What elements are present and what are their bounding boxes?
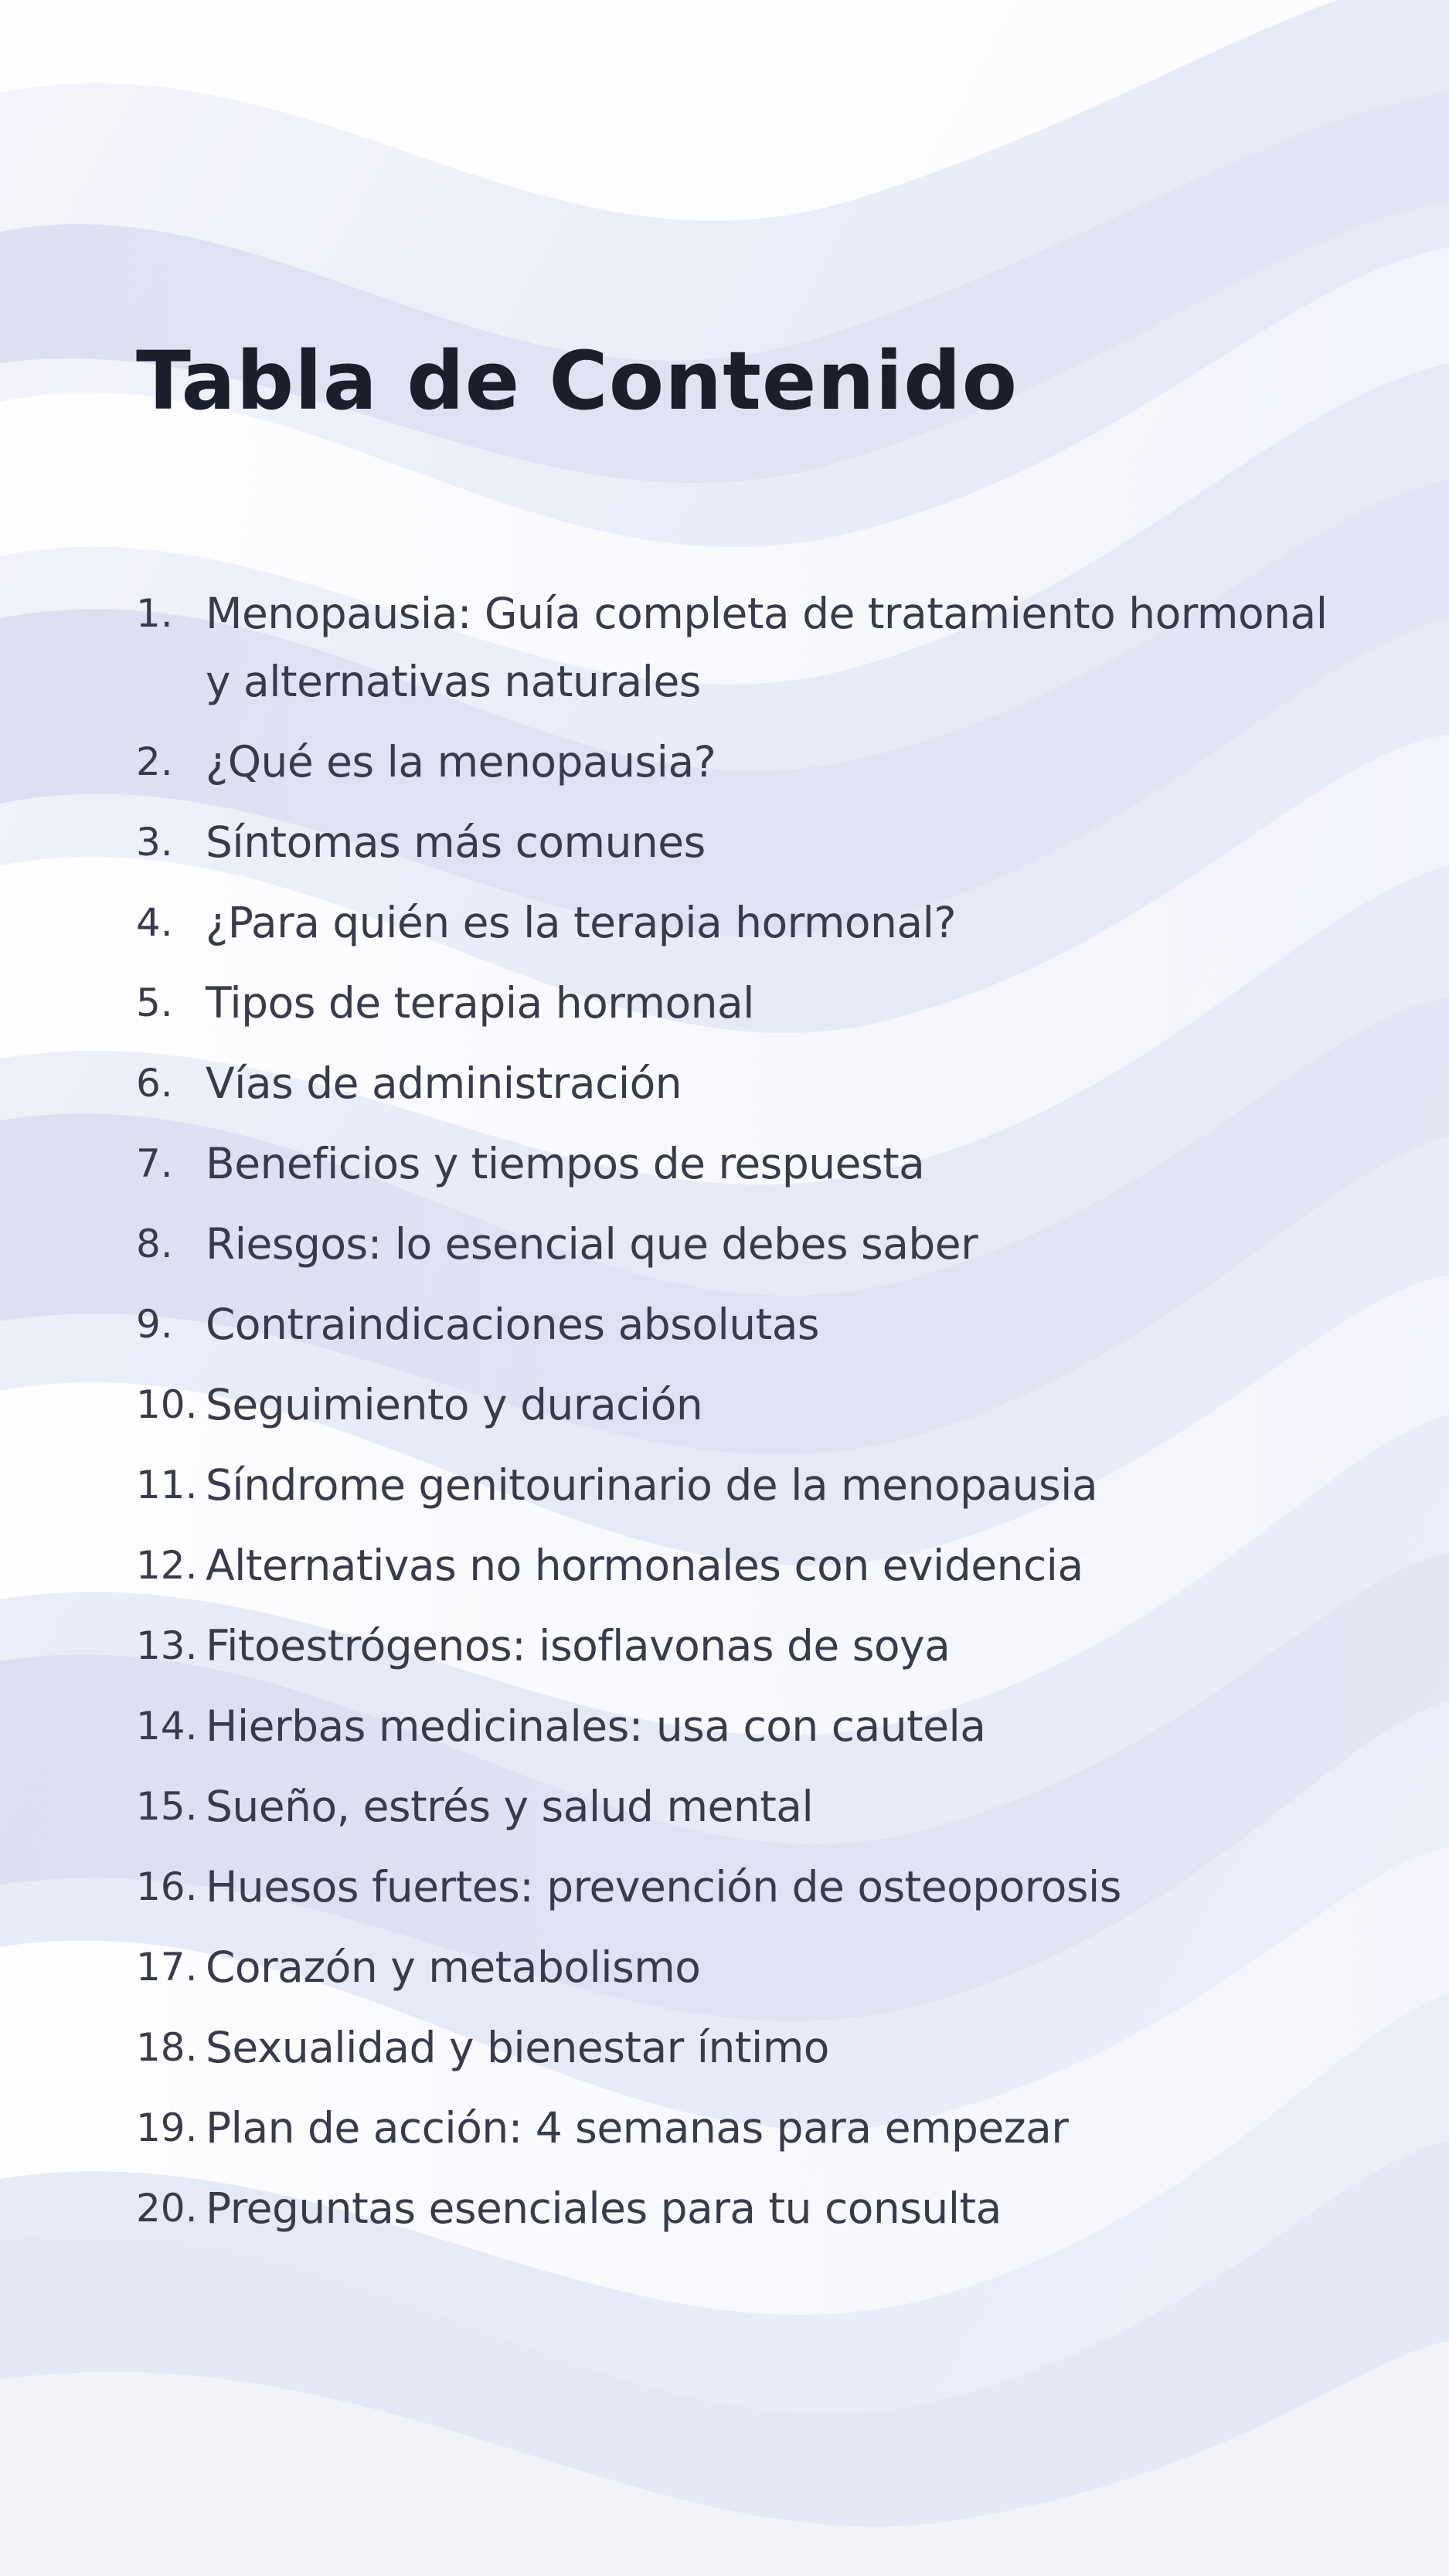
toc-item bbox=[136, 2014, 1342, 2094]
toc-item-number: 1. bbox=[136, 591, 173, 636]
toc-item-number: 9. bbox=[136, 1302, 173, 1347]
toc-item-number: 11. bbox=[136, 1463, 198, 1507]
toc-item-title: Tipos de terapia hormonal bbox=[206, 978, 754, 1028]
toc-item-number: 16. bbox=[136, 1864, 198, 1909]
toc-item-number: 8. bbox=[136, 1222, 173, 1266]
toc-item-number: 3. bbox=[136, 820, 173, 865]
toc-item-title: Síntomas más comunes bbox=[206, 817, 706, 867]
toc-item-title: Contraindicaciones absolutas bbox=[206, 1300, 820, 1349]
toc-item-title: Hierbas medicinales: usa con cautela bbox=[206, 1701, 986, 1751]
toc-item-number: 13. bbox=[136, 1623, 198, 1668]
toc-item-title: ¿Qué es la menopausia? bbox=[206, 737, 716, 787]
toc-item-title: Sueño, estrés y salud mental bbox=[206, 1782, 814, 1831]
toc-item-title: Huesos fuertes: prevención de osteoporosis bbox=[206, 1862, 1121, 1912]
toc-item-title: Beneficios y tiempos de respuesta bbox=[206, 1139, 925, 1188]
toc-item bbox=[136, 728, 1342, 808]
toc-item bbox=[136, 1210, 1342, 1290]
toc-item-title: Riesgos: lo esencial que debes saber bbox=[206, 1219, 978, 1269]
toc-item-title: Preguntas esenciales para tu consulta bbox=[206, 2183, 1002, 2233]
toc-item-number: 12. bbox=[136, 1543, 198, 1588]
page-title: Tabla de Contenido bbox=[136, 334, 1019, 428]
toc-item-number: 20. bbox=[136, 2186, 198, 2231]
toc-item bbox=[136, 1933, 1342, 2014]
toc-item-number: 6. bbox=[136, 1061, 173, 1106]
toc-item-number: 15. bbox=[136, 1784, 198, 1829]
toc-item-number: 19. bbox=[136, 2105, 198, 2150]
toc-item-number: 18. bbox=[136, 2025, 198, 2070]
toc-item-title: Plan de acción: 4 semanas para empezar bbox=[206, 2103, 1069, 2153]
toc-item-number: 5. bbox=[136, 980, 173, 1025]
toc-item-title: Fitoestrógenos: isoflavonas de soya bbox=[206, 1621, 951, 1670]
toc-item-number: 17. bbox=[136, 1945, 198, 1990]
toc-item bbox=[136, 969, 1342, 1049]
toc-item-title: Síndrome genitourinario de la menopausia bbox=[206, 1460, 1098, 1510]
toc-item-number: 7. bbox=[136, 1141, 173, 1186]
toc-item bbox=[136, 2094, 1342, 2174]
toc-item-title: Menopausia: Guía completa de tratamiento hormonal y alternativas naturales bbox=[206, 589, 1328, 706]
toc-item bbox=[136, 1049, 1342, 1130]
toc-item-title: Seguimiento y duración bbox=[206, 1380, 703, 1429]
toc-item bbox=[136, 579, 1342, 728]
toc-item bbox=[136, 1451, 1342, 1531]
toc-item bbox=[136, 1290, 1342, 1371]
toc-item-title: Corazón y metabolismo bbox=[206, 1942, 701, 1992]
toc-item bbox=[136, 1772, 1342, 1853]
toc-item bbox=[136, 1612, 1342, 1692]
toc-item-number: 10. bbox=[136, 1382, 198, 1427]
toc-item bbox=[136, 1692, 1342, 1772]
toc-item bbox=[136, 889, 1342, 969]
toc-item-title: Vías de administración bbox=[206, 1059, 682, 1108]
toc-item-title: Alternativas no hormonales con evidencia bbox=[206, 1541, 1083, 1590]
toc-item-number: 14. bbox=[136, 1704, 198, 1748]
table-of-contents bbox=[136, 579, 1342, 2255]
toc-item-title: Sexualidad y bienestar íntimo bbox=[206, 2023, 829, 2072]
toc-item bbox=[136, 2174, 1342, 2255]
toc-item-number: 4. bbox=[136, 900, 173, 945]
toc-item-number: 2. bbox=[136, 739, 173, 784]
toc-item bbox=[136, 1130, 1342, 1210]
toc-item bbox=[136, 1853, 1342, 1933]
toc-item bbox=[136, 1531, 1342, 1612]
toc-item bbox=[136, 1371, 1342, 1451]
toc-item bbox=[136, 808, 1342, 889]
toc-item-title: ¿Para quién es la terapia hormonal? bbox=[206, 898, 957, 947]
